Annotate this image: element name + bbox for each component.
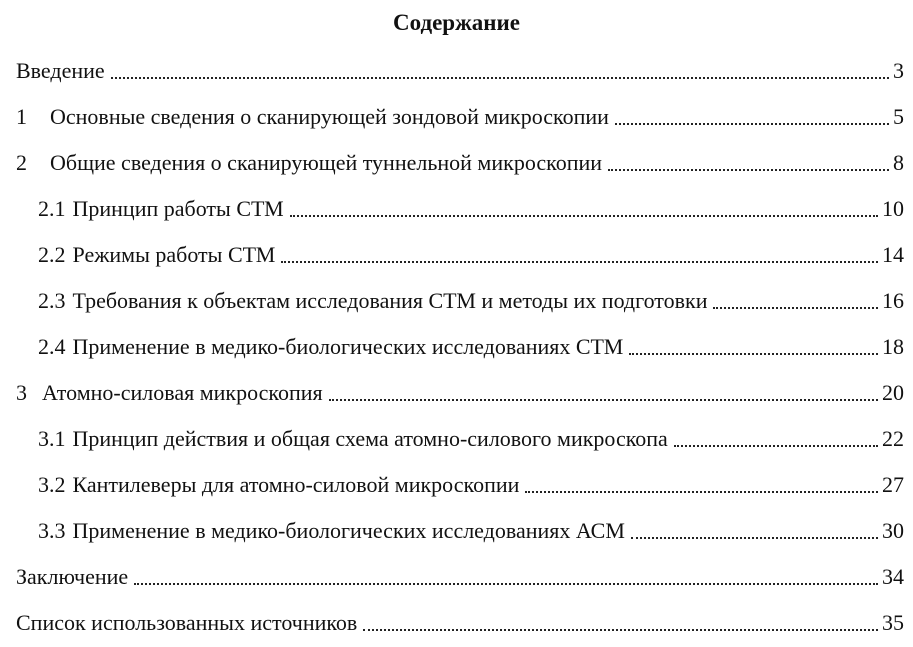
dot-leader [363, 629, 878, 631]
toc-entry-number: 2.1 [38, 196, 66, 221]
toc-entry-page: 27 [882, 472, 904, 497]
dot-leader [525, 491, 878, 493]
toc-entry-label: Принцип действия и общая схема атомно-силового микроскопа [72, 426, 668, 451]
toc-entry-number: 3.3 [38, 518, 66, 543]
dot-leader [134, 583, 878, 585]
dot-leader [111, 77, 889, 79]
toc-entry-section-3[interactable] [16, 376, 904, 406]
dot-leader [290, 215, 878, 217]
dot-leader [615, 123, 889, 125]
dot-leader [281, 261, 878, 263]
toc-entry-page: 20 [882, 380, 904, 405]
toc-entry-section-2-3[interactable] [38, 284, 904, 314]
toc-entry-number: 2.3 [38, 288, 66, 313]
toc-entry-number: 3.2 [38, 472, 66, 497]
toc-entry-label: Требования к объектам исследования СТМ и методы их подготовки [72, 288, 708, 313]
toc-entry-label: Заключение [16, 564, 129, 589]
toc-entry-label: Список использованных источников [16, 610, 358, 635]
toc-entry-number: 1 [16, 104, 27, 129]
toc-entry-page: 30 [882, 518, 904, 543]
dot-leader [631, 537, 878, 539]
dot-leader [608, 169, 889, 171]
toc-entry-label: Основные сведения о сканирующей зондовой микроскопии [50, 104, 609, 129]
dot-leader [713, 307, 878, 309]
page-title: Содержание [393, 10, 520, 35]
toc-entry-number: 2.4 [38, 334, 66, 359]
toc-entry-page: 3 [893, 58, 904, 83]
dot-leader [629, 353, 878, 355]
dot-leader [674, 445, 878, 447]
toc-entry-number: 3.1 [38, 426, 66, 451]
toc-entry-section-2-4[interactable] [38, 330, 904, 360]
toc-entry-references[interactable] [16, 606, 904, 636]
toc-entry-number: 3 [16, 380, 27, 405]
toc-entry-page: 18 [882, 334, 904, 359]
toc-entry-section-1[interactable] [16, 100, 904, 130]
toc-entry-label: Кантилеверы для атомно-силовой микроскопии [72, 472, 520, 497]
toc-entry-page: 22 [882, 426, 904, 451]
toc-entry-conclusion[interactable] [16, 560, 904, 590]
toc-entry-section-3-1[interactable] [38, 422, 904, 452]
toc-entry-introduction[interactable] [16, 54, 904, 84]
toc-entry-page: 5 [893, 104, 904, 129]
toc-entry-section-3-2[interactable] [38, 468, 904, 498]
toc-entry-section-2[interactable] [16, 146, 904, 176]
toc-entry-section-3-3[interactable] [38, 514, 904, 544]
toc-entry-label: Применение в медико-биологических исследованиях СТМ [72, 334, 624, 359]
toc-entry-section-2-2[interactable] [38, 238, 904, 268]
toc-entry-page: 8 [893, 150, 904, 175]
toc-entry-label: Принцип работы СТМ [72, 196, 284, 221]
toc-entry-label: Общие сведения о сканирующей туннельной микроскопии [50, 150, 603, 175]
toc-entry-page: 34 [882, 564, 904, 589]
toc-entry-number: 2.2 [38, 242, 66, 267]
toc-entry-number: 2 [16, 150, 27, 175]
toc-entry-page: 16 [882, 288, 904, 313]
toc-entry-page: 14 [882, 242, 904, 267]
toc-entry-page: 35 [882, 610, 904, 635]
toc-entry-label: Атомно-силовая микроскопия [42, 380, 323, 405]
toc-entry-label: Введение [16, 58, 105, 83]
toc-entry-page: 10 [882, 196, 904, 221]
dot-leader [329, 399, 878, 401]
toc-entry-label: Режимы работы СТМ [72, 242, 276, 267]
toc-entry-section-2-1[interactable] [38, 192, 904, 222]
toc-entry-label: Применение в медико-биологических исследованиях АСМ [72, 518, 625, 543]
